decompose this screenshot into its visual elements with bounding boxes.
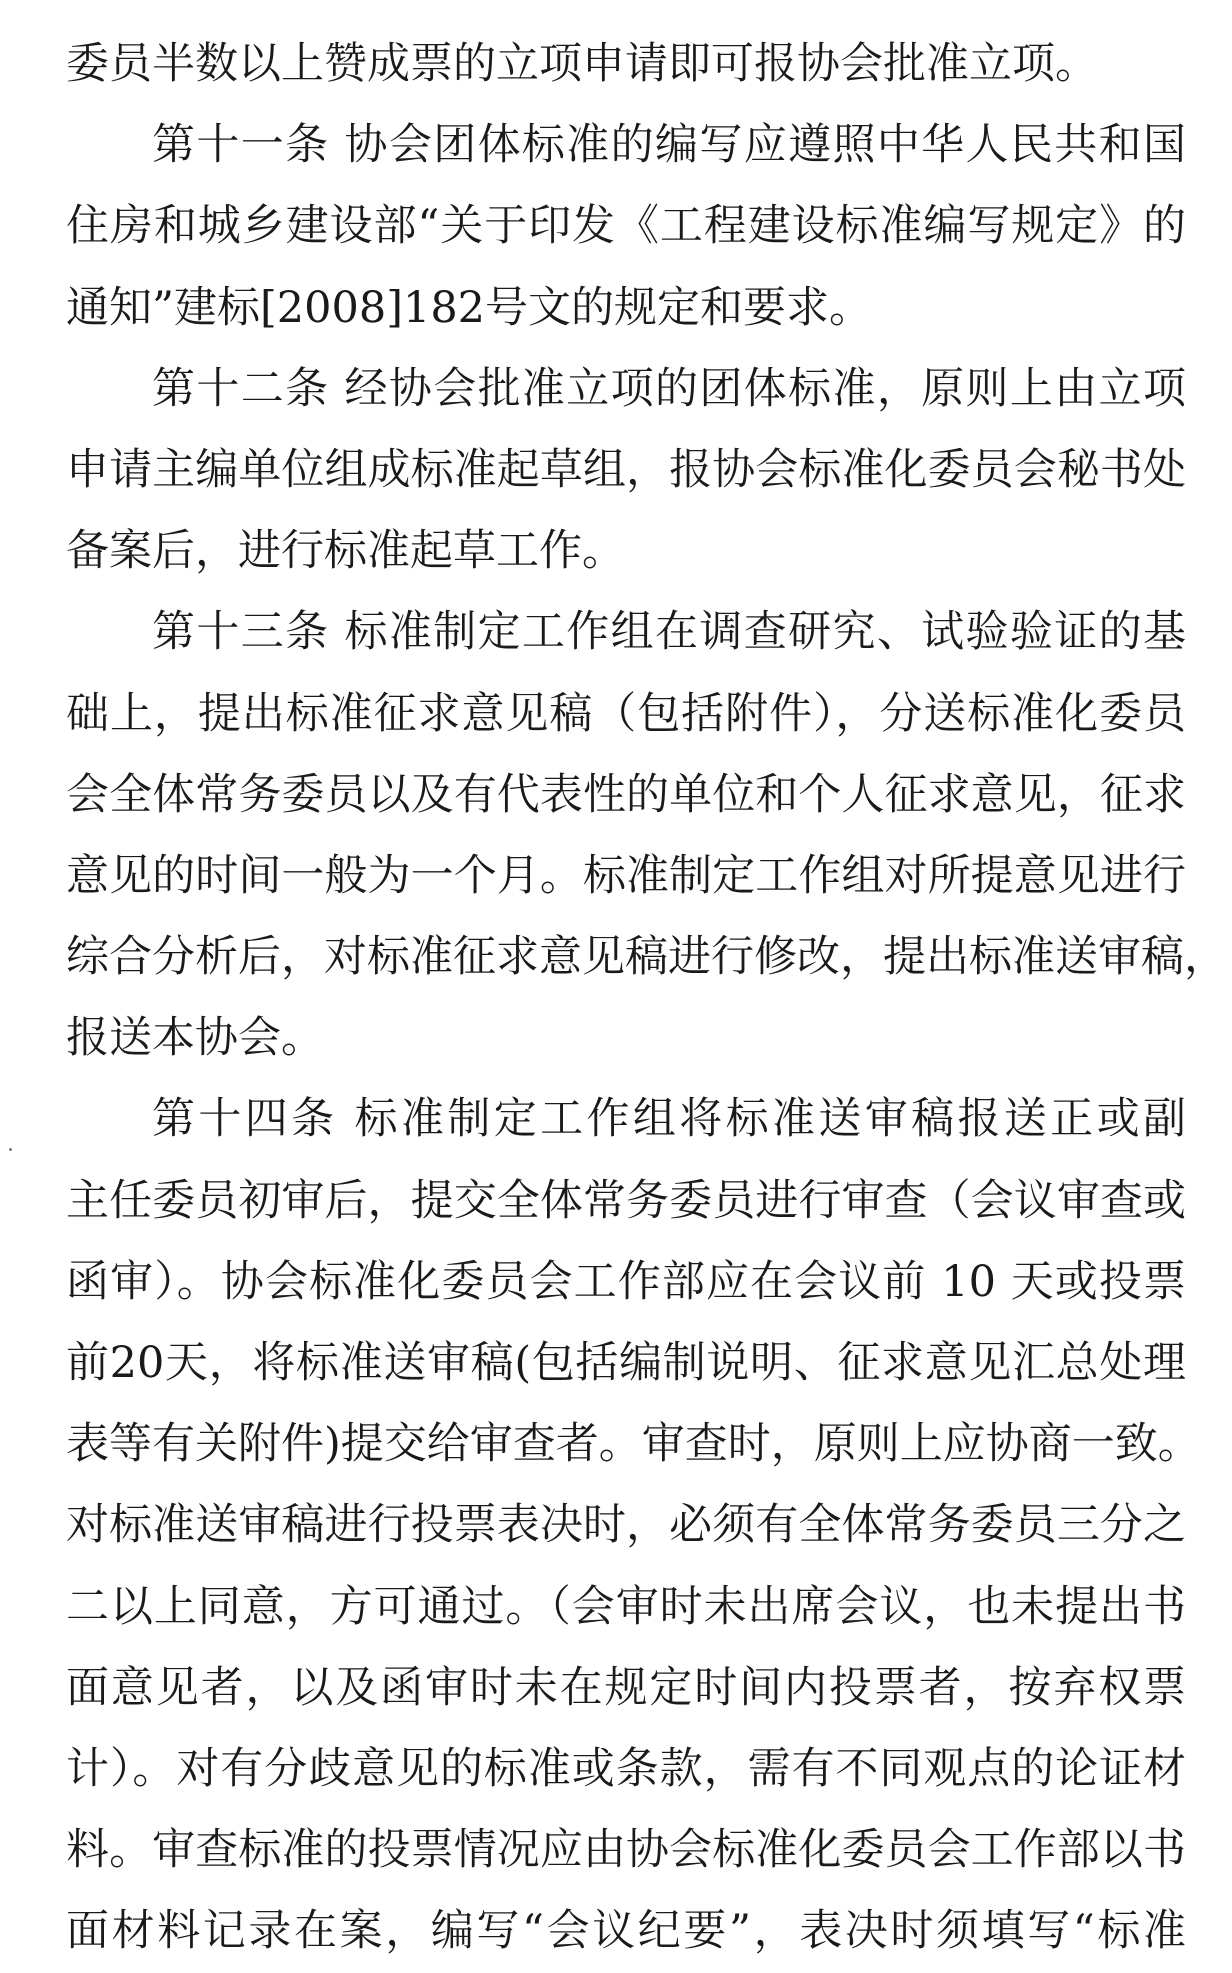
scan-speck (9, 1148, 12, 1151)
text-line: 意见的时间一般为一个月。标准制定工作组对所提意见进行 (66, 850, 1186, 901)
text-line: 通知”建标[2008]182号文的规定和要求。 (66, 282, 873, 333)
text-line: 础上，提出标准征求意见稿（包括附件），分送标准化委员 (66, 688, 1186, 739)
document-body (66, 24, 1227, 1973)
text-line: 综合分析后，对标准征求意见稿进行修改，提出标准送审稿， (66, 932, 1227, 983)
text-line: 报送本协会。 (66, 1013, 324, 1064)
article-12-heading-line: 第十二条 经协会批准立项的团体标准，原则上由立项 (152, 363, 1186, 414)
text-line: 函审）。协会标准化委员会工作部应在会议前 10 天或投票 (66, 1256, 1186, 1307)
text-line: 表等有关附件)提交给审查者。审查时，原则上应协商一致。 (66, 1419, 1201, 1470)
text-line: 计）。对有分歧意见的标准或条款，需有不同观点的论证材 (66, 1743, 1186, 1794)
article-14-heading-line: 第十四条 标准制定工作组将标准送审稿报送正或副 (152, 1094, 1186, 1145)
text-line: 主任委员初审后，提交全体常务委员进行审查（会议审查或 (66, 1175, 1186, 1226)
text-line: 申请主编单位组成标准起草组，报协会标准化委员会秘书处 (66, 444, 1186, 495)
text-line: 料。审查标准的投票情况应由协会标准化委员会工作部以书 (66, 1825, 1186, 1876)
text-line: 会全体常务委员以及有代表性的单位和个人征求意见，征求 (66, 769, 1186, 820)
text-line: 面材料记录在案，编写“会议纪要”，表决时须填写“标准 (66, 1906, 1186, 1957)
text-line: 前20天，将标准送审稿(包括编制说明、征求意见汇总处理 (66, 1338, 1186, 1388)
text-line: 二以上同意，方可通过。（会审时未出席会议，也未提出书 (66, 1581, 1186, 1632)
text-line: 委员半数以上赞成票的立项申请即可报协会批准立项。 (66, 39, 1098, 89)
article-13-heading-line: 第十三条 标准制定工作组在调查研究、试验验证的基 (152, 607, 1186, 658)
text-line: 住房和城乡建设部“关于印发《工程建设标准编写规定》的 (66, 201, 1186, 252)
text-line: 备案后，进行标准起草工作。 (66, 526, 625, 577)
text-line: 对标准送审稿进行投票表决时，必须有全体常务委员三分之 (66, 1500, 1186, 1551)
text-line: 面意见者，以及函审时未在规定时间内投票者，按弃权票 (66, 1662, 1186, 1713)
article-11-heading-line: 第十一条 协会团体标准的编写应遵照中华人民共和国 (152, 120, 1186, 171)
